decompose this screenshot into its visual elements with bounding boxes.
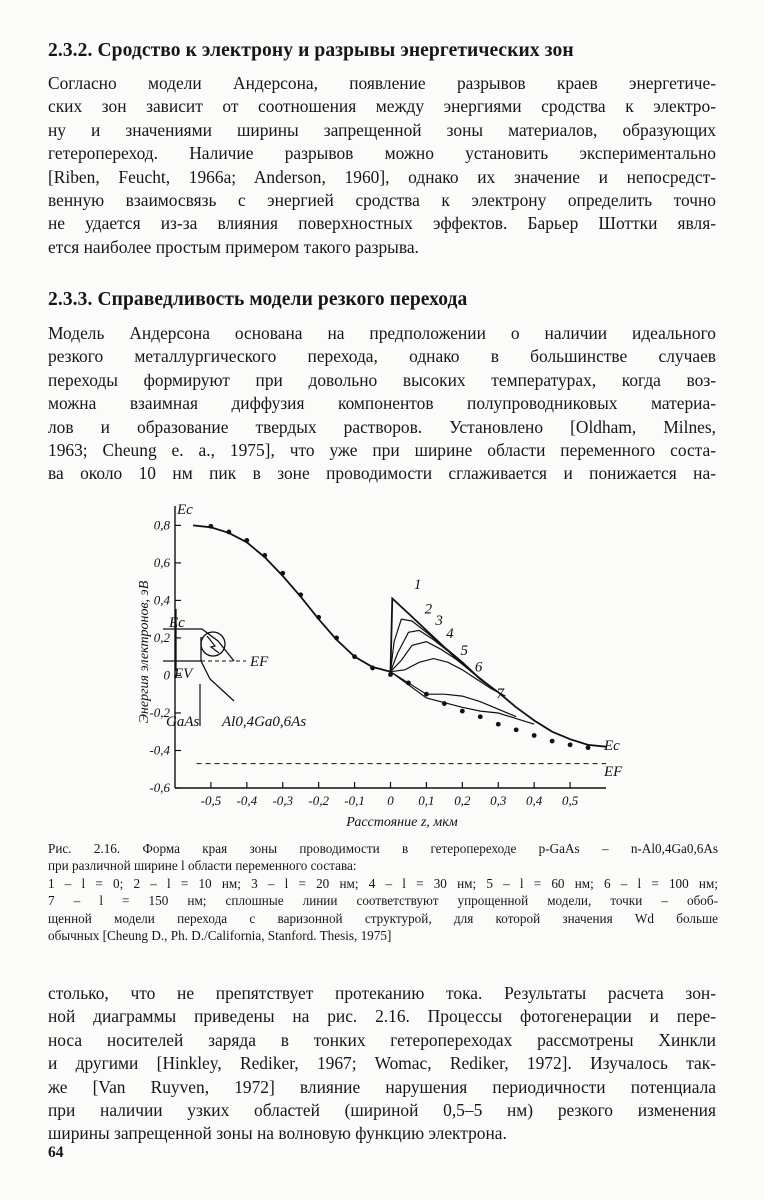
text-line: ной диаграммы приведены на рис. 2.16. Процессы фотогенерации и пере- bbox=[48, 1006, 716, 1027]
text-line: столько, что не препятствует протеканию тока. Результаты расчета зон- bbox=[48, 983, 716, 1003]
y-tick-label: 0 bbox=[163, 667, 170, 683]
chart-inset bbox=[163, 609, 306, 730]
data-point bbox=[496, 722, 501, 727]
data-point bbox=[460, 709, 465, 714]
inset-gaas-label: GaAs bbox=[166, 714, 200, 730]
data-point bbox=[514, 727, 519, 732]
section-2-3-2-body bbox=[48, 72, 716, 259]
data-point bbox=[316, 615, 321, 620]
x-tick-label: 0,5 bbox=[561, 793, 579, 808]
text-line: ва около 10 нм пик в зоне проводимости сглаживается и понижается на- bbox=[48, 463, 716, 484]
x-axis-label: Расстояние z, мкм bbox=[346, 815, 458, 830]
series-line-ec bbox=[193, 525, 391, 671]
section-2-3-3-title: 2.3.3. Справедливость модели резкого перехода bbox=[48, 289, 468, 310]
text-line: носа носителей заряда в тонких гетеропереходах рассмотрены Хинкли bbox=[48, 1029, 716, 1050]
text-line: 1963; Cheung e. a., 1975], что уже при ширине области переменного соста- bbox=[48, 439, 716, 460]
data-point bbox=[334, 636, 339, 641]
data-point bbox=[568, 742, 573, 747]
data-point bbox=[370, 666, 375, 671]
series-line-5 bbox=[391, 659, 506, 697]
data-point bbox=[280, 571, 285, 576]
text-line: и другими [Hinkley, Rediker, 1967; Womac, Rediker, 1972]. Изучалось так- bbox=[48, 1053, 716, 1074]
text-line: ских зон зависит от соотношения между энергиями сродства к электро- bbox=[48, 96, 716, 117]
x-tick-label: 0 bbox=[387, 793, 394, 808]
text-line: лов и образование твердых растворов. Установлено [Oldham, Milnes, bbox=[48, 416, 716, 437]
figure-2-16 bbox=[138, 496, 638, 836]
text-line: переходы формируют при довольно высоких температурах, когда воз- bbox=[48, 369, 716, 390]
inset-ev-label: EV bbox=[174, 666, 193, 682]
series-label-3: 3 bbox=[435, 612, 443, 629]
page-number: 64 bbox=[48, 1144, 64, 1161]
text-line: ширины запрещенной зоны на волновую функцию электрона. bbox=[48, 1123, 507, 1144]
data-point bbox=[226, 530, 231, 535]
figure-caption bbox=[48, 840, 718, 944]
inset-ef-label: EF bbox=[250, 654, 269, 670]
data-point bbox=[532, 733, 537, 738]
series-label-2: 2 bbox=[424, 601, 433, 618]
caption-line: при различной ширине l области переменного состава: bbox=[48, 858, 357, 874]
text-line: резкого металлургического перехода, однако в большинстве случаев bbox=[48, 346, 716, 367]
continuation-body bbox=[48, 982, 716, 1146]
text-line: гетеропереход. Наличие разрывов можно установить экспериментально bbox=[48, 143, 716, 164]
x-tick-label: 0,2 bbox=[454, 793, 471, 808]
x-tick-label: -0,4 bbox=[236, 793, 258, 808]
y-axis-label: Энергия электронов, эВ bbox=[138, 580, 152, 724]
ec-right-label: Ec bbox=[604, 738, 620, 754]
caption-line: Рис. 2.16. Форма края зоны проводимости в гетеропереходе p-GaAs – n-Al0,4Ga0,6As bbox=[48, 841, 718, 856]
x-tick-label: -0,2 bbox=[308, 793, 329, 808]
data-point bbox=[550, 739, 555, 744]
series-line-7 bbox=[391, 672, 535, 725]
series-label-4: 4 bbox=[446, 625, 454, 642]
text-line: [Riben, Feucht, 1966a; Anderson, 1960], однако их значение и непосредст- bbox=[48, 166, 716, 187]
x-tick-label: 0,1 bbox=[418, 793, 435, 808]
data-point bbox=[298, 592, 303, 597]
caption-line: 1 – l = 0; 2 – l = 10 нм; 3 – l = 20 нм; 4 – l = 30 нм; 5 – l = 60 нм; 6 – l = 100 нм; bbox=[48, 875, 718, 891]
y-tick-label: 0,4 bbox=[153, 592, 170, 608]
x-tick-label: -0,3 bbox=[272, 793, 294, 808]
data-point bbox=[352, 654, 357, 659]
x-tick-label: 0,4 bbox=[526, 793, 543, 808]
data-point bbox=[209, 524, 214, 529]
x-tick-label: -0,1 bbox=[344, 793, 365, 808]
text-line: Модель Андерсона основана на предположении о наличии идеального bbox=[48, 323, 716, 343]
caption-line: 7 – l = 150 нм; сплошные линии соответствуют упрощенной модели, точки – обоб- bbox=[48, 893, 718, 909]
series-label-1: 1 bbox=[413, 577, 422, 594]
text-line: венную взаимосвязь с энергией сродства к электрону определить точно bbox=[48, 189, 716, 210]
series-label-5: 5 bbox=[460, 642, 469, 659]
ec-top-label: Ec bbox=[177, 502, 193, 518]
caption-line: обычных [Cheung D., Ph. D./California, Stanford. Thesis, 1975] bbox=[48, 927, 392, 943]
ef-right-label: EF bbox=[604, 764, 623, 780]
x-tick-label: 0,3 bbox=[490, 793, 507, 808]
data-point bbox=[586, 745, 591, 750]
section-2-3-2-title: 2.3.2. Сродство к электрону и разрывы энергетических зон bbox=[48, 40, 574, 61]
y-tick-label: -0,4 bbox=[149, 742, 170, 758]
x-tick-label: -0,5 bbox=[200, 793, 222, 808]
data-point bbox=[406, 681, 411, 686]
text-line: при наличии узких областей (шириной 0,5–5 нм) резкого изменения bbox=[48, 1099, 716, 1120]
data-point bbox=[478, 714, 483, 719]
text-line: не удается из-за влияния поверхностных эффектов. Барьер Шоттки явля- bbox=[48, 213, 716, 234]
text-line: можна взаимная диффузия компонентов полупроводниковых материа- bbox=[48, 393, 716, 414]
series-label-7: 7 bbox=[496, 685, 504, 702]
text-line: же [Van Ruyven, 1972] влияние нарушения периодичности потенциала bbox=[48, 1076, 716, 1097]
text-line: Согласно модели Андерсона, появление разрывов краев энергетиче- bbox=[48, 73, 716, 93]
data-point bbox=[442, 701, 447, 706]
y-tick-label: 0,2 bbox=[153, 629, 170, 645]
band-diagram-chart bbox=[138, 496, 638, 831]
y-tick-label: 0,6 bbox=[153, 554, 170, 570]
inset-ec-label: Ec bbox=[169, 615, 185, 631]
data-point bbox=[262, 553, 267, 558]
caption-line: щенной модели перехода с варизонной структурой, для которой значения Wd больше bbox=[48, 910, 718, 926]
y-tick-label: -0,2 bbox=[149, 704, 170, 720]
data-point bbox=[424, 692, 429, 697]
series-label-6: 6 bbox=[474, 659, 483, 676]
section-2-3-3-body bbox=[48, 322, 716, 486]
data-point bbox=[244, 538, 249, 543]
y-tick-label: -0,6 bbox=[149, 780, 170, 795]
y-tick-label: 0,8 bbox=[153, 517, 170, 533]
text-line: ется наиболее простым примером такого разрыва. bbox=[48, 236, 419, 257]
data-point bbox=[388, 672, 393, 677]
text-line: ну и значениями ширины запрещенной зоны материалов, образующих bbox=[48, 119, 716, 140]
inset-algaas-label: Al0,4Ga0,6As bbox=[222, 714, 307, 730]
